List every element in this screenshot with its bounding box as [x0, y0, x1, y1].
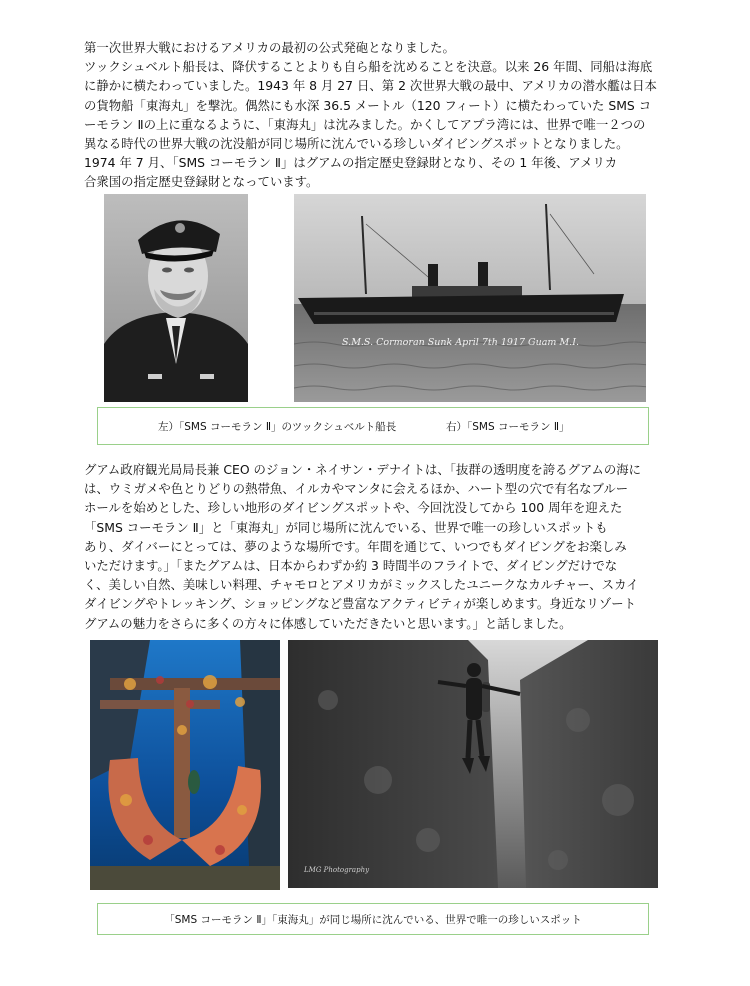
text-line: 第一次世界大戦におけるアメリカの最初の公式発砲となりました。	[84, 40, 455, 55]
text-line: 合衆国の指定歴史登録財となっています。	[84, 174, 319, 190]
text-line: ツックシュベルト船長は、降伏することよりも自ら船を沈めることを決意。以来 26 年間、同船は海底	[84, 59, 653, 75]
ship-inscription: S.M.S. Cormoran Sunk April 7th 1917 Guam M.I.	[342, 337, 579, 348]
text-line: ホールを始めとした、珍しい地形のダイビングスポットや、今回沈没してから 100 周年を迎えた	[84, 500, 623, 516]
caption-text: 「SMS コーモラン Ⅱ」「東海丸」が同じ場所に沈んでいる、世界で唯一の珍しいスポット	[164, 913, 582, 926]
caption-right: 右）「SMS コーモラン Ⅱ」	[446, 420, 570, 433]
text-line: く、美しい自然、美味しい料理、チャモロとアメリカがミックスしたユニークなカルチャー、スカイ	[84, 577, 639, 593]
diver-between-wrecks-photo	[288, 640, 658, 888]
figure-2-caption	[97, 903, 649, 935]
figure-1-caption	[97, 407, 649, 445]
text-line: の貨物船「東海丸」を撃沈。偶然にも水深 36.5 メートル（120 フィート）に横たわっていた SMS コ	[84, 97, 652, 113]
text-line: いただけます。」「またグアムは、日本からわずか約 3 時間半のフライトで、ダイビングだけでな	[84, 558, 618, 574]
ship-cormoran-photo	[294, 194, 646, 402]
text-line: は、ウミガメや色とりどりの熱帯魚、イルカやマンタに会えるほか、ハート型の穴で有名なブルー	[84, 481, 629, 497]
text-line: 1974 年 7 月、「SMS コーモラン Ⅱ」はグアムの指定歴史登録財となり、その 1 年後、アメリカ	[84, 155, 618, 171]
captain-portrait-photo	[104, 194, 248, 402]
article-paragraph-2	[84, 460, 668, 633]
text-line: に静かに横たわっていました。1943 年 8 月 27 日、第 2 次世界大戦の最中、アメリカの潜水艦は日本	[84, 78, 657, 94]
text-line: 「SMS コーモラン Ⅱ」と「東海丸」が同じ場所に沈んでいる、世界で唯一の珍しいスポットも	[84, 519, 608, 535]
text-line: グアム政府観光局局長兼 CEO のジョン・ネイサン・デナイトは、「抜群の透明度を誇るグアムの海に	[84, 462, 641, 477]
underwater-anchor-photo	[90, 640, 280, 890]
text-line: あり、ダイバーにとっては、夢のような場所です。年間を通じて、いつでもダイビングをお楽しみ	[84, 538, 627, 554]
text-line: グアムの魅力をさらに多くの方々に体感していただきたいと思います。」と話しました。	[84, 615, 572, 631]
text-line: ーモラン Ⅱの上に重なるように、「東海丸」は沈みました。かくしてアプラ湾には、世界で唯一２つの	[84, 116, 646, 132]
photo-watermark: LMG Photography	[304, 866, 370, 874]
text-line: 異なる時代の世界大戦の沈没船が同じ場所に沈んでいる珍しいダイビングスポットとなりました。	[84, 136, 629, 152]
caption-left: 左）「SMS コーモラン Ⅱ」のツックシュベルト船長	[158, 420, 397, 433]
article-paragraph-1	[84, 38, 668, 192]
text-line: ダイビングやトレッキング、ショッピングなど豊富なアクティビティが楽しめます。身近なリゾート	[84, 596, 636, 612]
